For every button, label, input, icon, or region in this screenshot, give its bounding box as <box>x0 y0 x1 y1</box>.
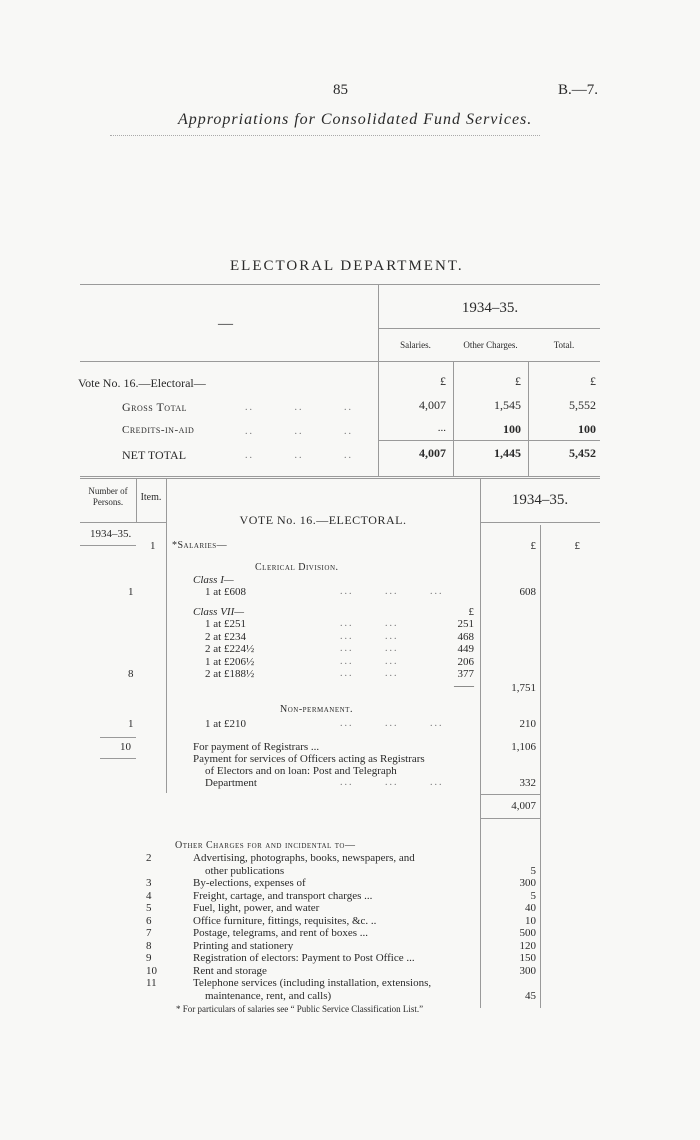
other-charge-text: Freight, cartage, and transport charges ... <box>193 889 373 902</box>
summary-dash: — <box>218 316 233 332</box>
other-charge-item-number: 9 <box>146 952 152 964</box>
officers-leader: ... ... ... <box>340 777 444 788</box>
class-7-value: 468 <box>457 630 474 643</box>
persons-total-rule <box>100 737 136 738</box>
class-7-pound: £ <box>468 606 474 618</box>
class-7-label: Class VII— <box>193 606 245 618</box>
detail-top-rule <box>80 478 600 479</box>
other-charge-value: 300 <box>519 877 536 889</box>
vote-title: VOTE No. 16.—ELECTORAL. <box>239 513 407 527</box>
summary-currency-3: £ <box>590 374 596 388</box>
clerical-division-title: Clerical Division. <box>255 562 339 573</box>
detail-currency-2: £ <box>574 540 580 552</box>
item-number-1: 1 <box>150 540 156 552</box>
other-charge-text: Office furniture, fittings, requisites, &c. .. <box>193 914 377 927</box>
summary-col-total: Total. <box>553 340 575 350</box>
other-charge-value: 500 <box>519 927 536 939</box>
non-permanent-line: 1 at £210 <box>205 718 246 730</box>
officers-line-2: of Electors and on loan: Post and Telegraph <box>205 765 397 777</box>
summary-year: 1934–35. <box>461 300 519 316</box>
class-1-line: 1 at £608 <box>205 586 246 598</box>
summary-currency-2: £ <box>515 374 521 388</box>
registrars-line: For payment of Registrars ... <box>193 741 320 753</box>
other-charge-text: maintenance, rent, and calls) <box>205 989 332 1002</box>
non-permanent-title: Non-permanent. <box>280 704 353 715</box>
registrars-value: 1,106 <box>511 741 536 753</box>
col-persons-header: Number of Persons. <box>88 486 128 507</box>
footnote: * For particulars of salaries see “ Public Service Classification List.” <box>176 1004 424 1014</box>
other-charge-value: 150 <box>519 952 536 964</box>
other-charge-value: 45 <box>525 989 536 1002</box>
officers-line-1: Payment for services of Officers acting as Registrars <box>193 753 425 765</box>
non-permanent-leader: ... ... ... <box>340 718 444 729</box>
salaries-total: 4,007 <box>511 800 536 812</box>
other-charge-text: Printing and stationery <box>193 939 294 952</box>
class-7-line: 1 at £206½ <box>205 655 255 668</box>
other-charge-item-number: 6 <box>146 914 152 927</box>
summary-col-salaries: Salaries. <box>400 340 431 350</box>
net-salaries: 4,007 <box>419 446 446 460</box>
other-charge-text: Postage, telegrams, and rent of boxes ... <box>193 927 369 939</box>
summary-bottom-rule <box>80 476 600 477</box>
net-total: 5,452 <box>569 446 596 460</box>
class-1-label: Class I— <box>193 574 234 586</box>
gross-salaries: 4,007 <box>419 398 446 412</box>
persons-year: 1934–35. <box>90 528 132 540</box>
net-total-label: NET TOTAL <box>122 448 187 462</box>
other-charge-item-number: 7 <box>146 927 152 939</box>
other-charge-value: 5 <box>530 889 536 902</box>
other-charge-value: 10 <box>525 914 536 927</box>
net-total-leader: .. .. .. <box>245 450 353 461</box>
salaries-total-rule <box>480 818 540 819</box>
class-1-leader: ... ... ... <box>340 586 444 597</box>
summary-currency-1: £ <box>440 374 446 388</box>
non-permanent-persons: 1 <box>128 718 134 730</box>
other-charge-text: other publications <box>205 864 285 877</box>
class-7-leader: ... ... <box>340 630 399 642</box>
class-7-line: 2 at £234 <box>205 630 246 643</box>
credits-salaries: ... <box>437 422 446 434</box>
salaries-subtotal-rule <box>480 794 540 795</box>
total-persons: 10 <box>120 741 131 753</box>
gross-total-label: Gross Total <box>122 400 187 414</box>
gross-total: 5,552 <box>569 398 596 412</box>
header-rule <box>110 135 540 136</box>
class-7-line: 2 at £224½ <box>205 643 255 655</box>
summary-year-rule <box>378 328 600 329</box>
other-charge-item-number: 2 <box>146 852 152 864</box>
col-item-header: Item. <box>140 492 162 503</box>
class-7-line: 2 at £188½ <box>205 668 255 680</box>
other-charge-item-number: 11 <box>146 977 157 989</box>
officers-line-3: Department <box>205 777 257 789</box>
gross-other: 1,545 <box>494 398 521 412</box>
credits-leader: .. .. .. <box>245 426 353 437</box>
department-title: ELECTORAL DEPARTMENT. <box>230 258 464 274</box>
salaries-label: *Salaries— <box>172 540 228 551</box>
detail-year: 1934–35. <box>511 492 569 508</box>
other-charge-value: 40 <box>525 902 536 914</box>
detail-year-rule <box>480 522 600 523</box>
credits-other: 100 <box>503 422 521 436</box>
other-charge-item-number: 8 <box>146 939 152 952</box>
class-7-line: 1 at £251 <box>205 618 246 630</box>
class-1-value: 608 <box>519 586 536 598</box>
officers-value: 332 <box>519 777 536 789</box>
other-charge-item-number: 4 <box>146 889 152 902</box>
persons-total-rule-2 <box>100 758 136 759</box>
credits-total: 100 <box>578 422 596 436</box>
non-permanent-value: 210 <box>519 718 536 730</box>
other-charge-value: 5 <box>530 864 536 877</box>
other-charge-text: Rent and storage <box>193 964 267 977</box>
class-7-value: 377 <box>457 668 474 680</box>
persons-year-rule <box>80 545 136 546</box>
page-number: 85 <box>333 82 348 98</box>
other-charge-item-number: 5 <box>146 902 152 914</box>
summary-header-rule <box>80 361 600 362</box>
vote-label: Vote No. 16.—Electoral— <box>78 376 206 390</box>
detail-currency-1: £ <box>530 540 536 552</box>
credits-label: Credits-in-aid <box>122 424 195 436</box>
other-charge-value: 300 <box>519 964 536 977</box>
summary-top-rule <box>80 284 600 285</box>
detail-amount-divider-2 <box>540 525 541 1008</box>
summary-col-other: Other Charges. <box>463 340 518 350</box>
other-charge-text: By-elections, expenses of <box>193 877 306 889</box>
document-reference: B.—7. <box>558 82 599 98</box>
class-7-leader: ... ... <box>340 655 399 667</box>
class-7-leader: ... ... <box>340 643 399 654</box>
other-charge-text: Telephone services (including installation, extensions, <box>193 977 432 989</box>
credits-rule <box>378 440 600 441</box>
detail-header-rule <box>80 522 166 523</box>
other-charge-text: Fuel, light, power, and water <box>193 902 320 914</box>
other-charges-title: Other Charges for and incidental to— <box>175 840 356 851</box>
other-charge-item-number: 10 <box>146 964 157 977</box>
class-7-value: 206 <box>457 655 474 668</box>
other-charge-text: Advertising, photographs, books, newspapers, and <box>193 852 415 864</box>
class-7-persons: 8 <box>128 668 134 680</box>
other-charge-value: 120 <box>519 939 536 952</box>
net-other: 1,445 <box>494 446 521 460</box>
running-title: Appropriations for Consolidated Fund Services. <box>178 111 533 128</box>
class-7-leader: ... ... <box>340 618 399 629</box>
class-7-total: 1,751 <box>511 682 536 694</box>
class-1-persons: 1 <box>128 586 134 598</box>
gross-total-leader: .. .. .. <box>245 402 353 413</box>
class-7-leader: ... ... <box>340 668 399 679</box>
class-7-dash: —— <box>454 681 474 692</box>
other-charge-item-number: 3 <box>146 877 152 889</box>
other-charge-text: Registration of electors: Payment to Post Office ... <box>193 952 415 964</box>
class-7-value: 251 <box>457 618 474 630</box>
class-7-value: 449 <box>457 643 474 655</box>
